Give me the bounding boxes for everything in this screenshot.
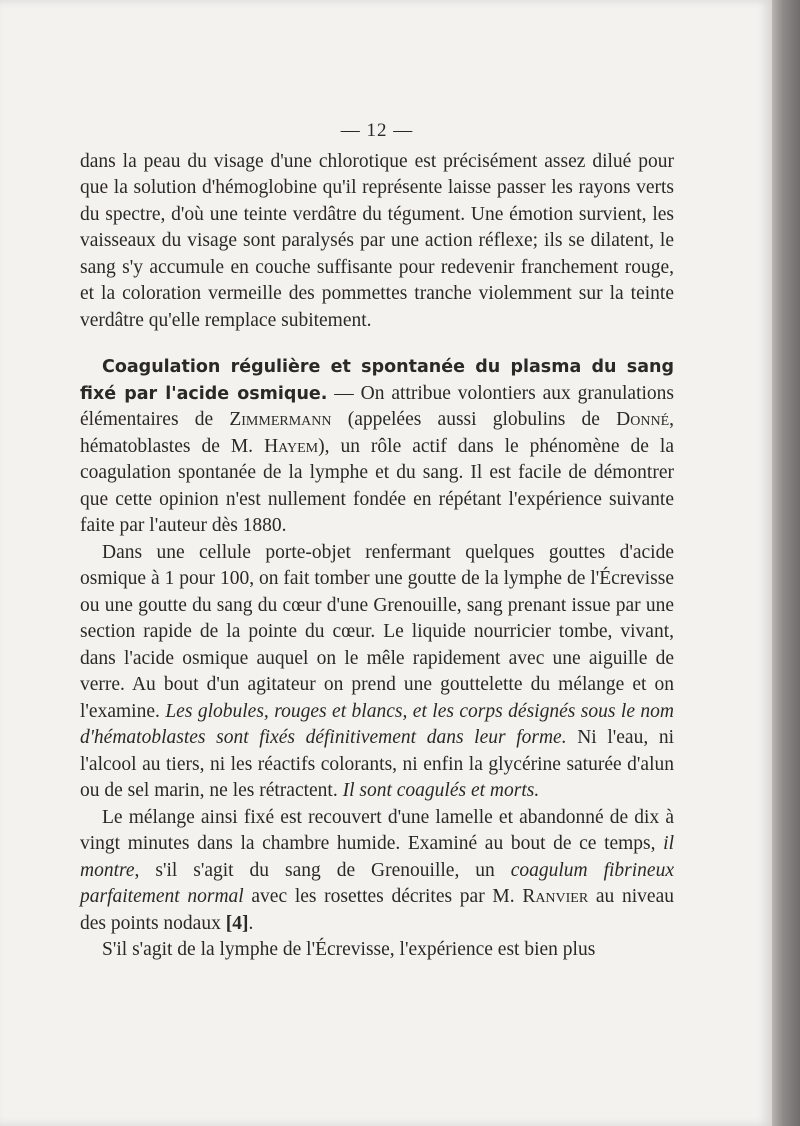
paragraph-4: [80, 805, 674, 938]
page-number: — 12 —: [340, 120, 414, 141]
paragraph-2: [80, 354, 674, 540]
italic-text: Les globules, rouges et blancs, et les corps désignés sous le nom d'hématoblastes sont fixés définitivement dans leur forme.: [80, 700, 674, 748]
text-run: (appelées aussi globulins de: [331, 409, 617, 430]
italic-text: il montre: [80, 833, 674, 881]
italic-text: Il sont coagulés et morts.: [342, 780, 540, 801]
author-name-zimmermann: Zimmermann: [229, 409, 332, 430]
author-name-donne: Donné: [616, 409, 670, 430]
italic-text: coagulum fibrineux parfaitement normal: [80, 859, 674, 907]
author-name-hayem: Hayem: [264, 435, 319, 457]
paragraph-1: dans la peau du visage d'une chlorotique est précisément assez dilué pour que la solution d'hémoglobine qu'il représente laisse passer les rayons verts du spectre, d'où une teinte verdâtre du tégument. Une émotion survient, les vaisseaux du visage sont paralysés par une action réflexe; ils se dilatent, le sang s'y accumule en couche suffisante pour redevenir franchement rouge, et la coloration vermeille des pommettes tranche violemment sur la teinte verdâtre qu'elle remplace subitement.: [80, 150, 674, 331]
text-run: , hématoblastes de M.: [80, 409, 674, 457]
text-run: Dans une cellule porte-objet renfermant quelques gouttes d'acide osmique à 1 pour 100, on fait tomber une goutte de la lymphe de l'Écrevisse ou une goutte du sang du cœur d'une Grenouille, sang prenant issue par une section rapide de la pointe du cœur. Le liquide nourricier tombe, vivant, dans l'acide osmique auquel on le mêle rapidement avec une aiguille de verre. Au bout d'un agitateur on prend une gouttelette du mélange et on l'examine.: [80, 541, 674, 722]
text-run: ), un rôle actif dans le phénomène de la coagulation spontanée de la lymphe et du sang. Il est facile de démontrer que cette opinion n'est nullement fondée en répétant l'expérience suivante faite par l'auteur dès 1880.: [80, 435, 674, 536]
paragraph-3: [80, 540, 674, 805]
paragraph-5: S'il s'agit de la lymphe de l'Écrevisse, l'expérience est bien plus: [102, 939, 596, 960]
author-name-ranvier: Ranvier: [522, 886, 589, 907]
text-run: — On attribue volontiers aux granulations élémentaires de: [80, 382, 675, 430]
text-run: , s'il s'agit du sang de Grenouille, un: [134, 859, 511, 881]
text-run: Le mélange ainsi fixé est recouvert d'une lamelle et abandonné de dix à vingt minutes dans la chambre humide. Examiné au bout de ce temps,: [80, 806, 674, 854]
text-run: .: [248, 912, 254, 934]
text-run: au niveau des points nodaux: [80, 886, 674, 934]
section-heading: Coagulation régulière et spontanée du plasma du sang fixé par l'acide osmique.: [80, 357, 674, 404]
text-run: Ni l'eau, ni l'alcool au tiers, ni les réactifs colorants, ni enfin la glycérine saturée d'alun ou de sel marin, ne les rétractent.: [80, 727, 674, 801]
text-run: avec les rosettes décrites par M.: [243, 886, 523, 907]
citation-reference: [4]: [225, 912, 249, 934]
page-content: [80, 118, 674, 964]
page-edge-shadow: [772, 0, 800, 1126]
